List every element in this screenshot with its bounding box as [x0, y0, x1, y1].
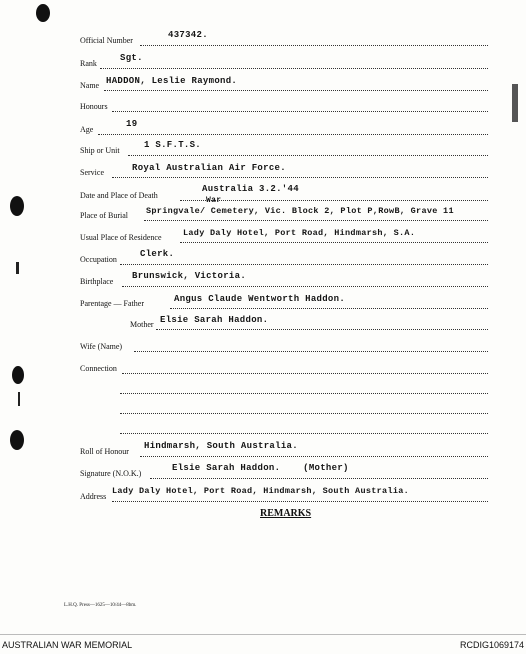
connection-line-3: [120, 413, 488, 414]
birthplace-value: Brunswick, Victoria.: [132, 271, 247, 281]
address-label: Address: [80, 492, 107, 501]
official-number-line: [140, 45, 488, 46]
service-value: Royal Australian Air Force.: [132, 163, 286, 173]
parentage-label: Parentage — Father: [80, 299, 144, 308]
punch-hole-bottom: [10, 430, 24, 450]
punch-hole-top: [36, 4, 50, 22]
residence-value: Lady Daly Hotel, Port Road, Hindmarsh, S.A.: [183, 228, 416, 238]
name-line: [104, 90, 488, 91]
connection-line-2: [120, 393, 488, 394]
name-label: Name: [80, 81, 100, 90]
roll-label: Roll of Honour: [80, 447, 129, 456]
wife-line: [134, 351, 488, 352]
occupation-label: Occupation: [80, 255, 117, 264]
burial-line: [144, 220, 488, 221]
printer-note: L.H.Q. Press—1625—10/44—8bm.: [64, 603, 137, 608]
parentage-line: [170, 308, 488, 309]
address-line: [112, 501, 488, 502]
residence-label: Usual Place of Residence: [80, 233, 162, 242]
official-number-label: Official Number: [80, 36, 133, 45]
father-value: Angus Claude Wentworth Haddon.: [174, 294, 346, 304]
birthplace-line: [122, 286, 488, 287]
punch-hole-mid: [10, 196, 24, 216]
roll-line: [140, 456, 488, 457]
rank-label: Rank: [80, 59, 97, 68]
roll-value: Hindmarsh, South Australia.: [144, 441, 298, 451]
burial-insert: War: [206, 196, 222, 205]
service-label: Service: [80, 168, 104, 177]
death-label: Date and Place of Death: [80, 191, 158, 200]
mother-label: Mother: [130, 320, 154, 329]
honours-line: [112, 111, 488, 112]
death-line: [180, 200, 488, 201]
signature-label: Signature (N.O.K.): [80, 469, 142, 478]
burial-label: Place of Burial: [80, 211, 128, 220]
burial-value: Springvale/ Cemetery, Vic. Block 2, Plot P,RowB, Grave 11: [146, 206, 454, 216]
mother-value: Elsie Sarah Haddon.: [160, 315, 269, 325]
signature-line: [150, 478, 488, 479]
connection-label: Connection: [80, 364, 117, 373]
footer-rule: [0, 634, 526, 635]
ship-label: Ship or Unit: [80, 146, 120, 155]
ship-line: [128, 155, 488, 156]
connection-line-4: [120, 433, 488, 434]
wife-label: Wife (Name): [80, 342, 123, 351]
footer-source: AUSTRALIAN WAR MEMORIAL: [2, 640, 133, 650]
name-value: HADDON, Leslie Raymond.: [106, 76, 238, 86]
rank-line: [100, 68, 488, 69]
signature-value: Elsie Sarah Haddon. (Mother): [172, 463, 349, 473]
punch-hole-low: [12, 366, 24, 384]
death-value: Australia 3.2.'44: [202, 184, 299, 194]
ship-value: 1 S.F.T.S.: [144, 140, 202, 150]
mother-line: [156, 329, 488, 330]
footer-id: RCDIG1069174: [459, 640, 524, 650]
service-line: [112, 177, 488, 178]
address-value: Lady Daly Hotel, Port Road, Hindmarsh, South Australia.: [112, 486, 410, 496]
residence-line: [180, 242, 488, 243]
age-label: Age: [80, 125, 94, 134]
occupation-line: [120, 264, 488, 265]
birthplace-label: Birthplace: [80, 277, 114, 286]
edge-speck: [16, 262, 19, 274]
honours-label: Honours: [80, 102, 108, 111]
official-number-value: 437342.: [168, 30, 208, 40]
rank-value: Sgt.: [120, 53, 143, 63]
remarks-heading: REMARKS: [260, 508, 312, 519]
age-line: [98, 134, 488, 135]
occupation-value: Clerk.: [140, 249, 175, 259]
age-value: 19: [126, 119, 138, 129]
connection-line-1: [122, 373, 488, 374]
edge-speck: [512, 84, 518, 122]
edge-speck: [18, 392, 20, 406]
